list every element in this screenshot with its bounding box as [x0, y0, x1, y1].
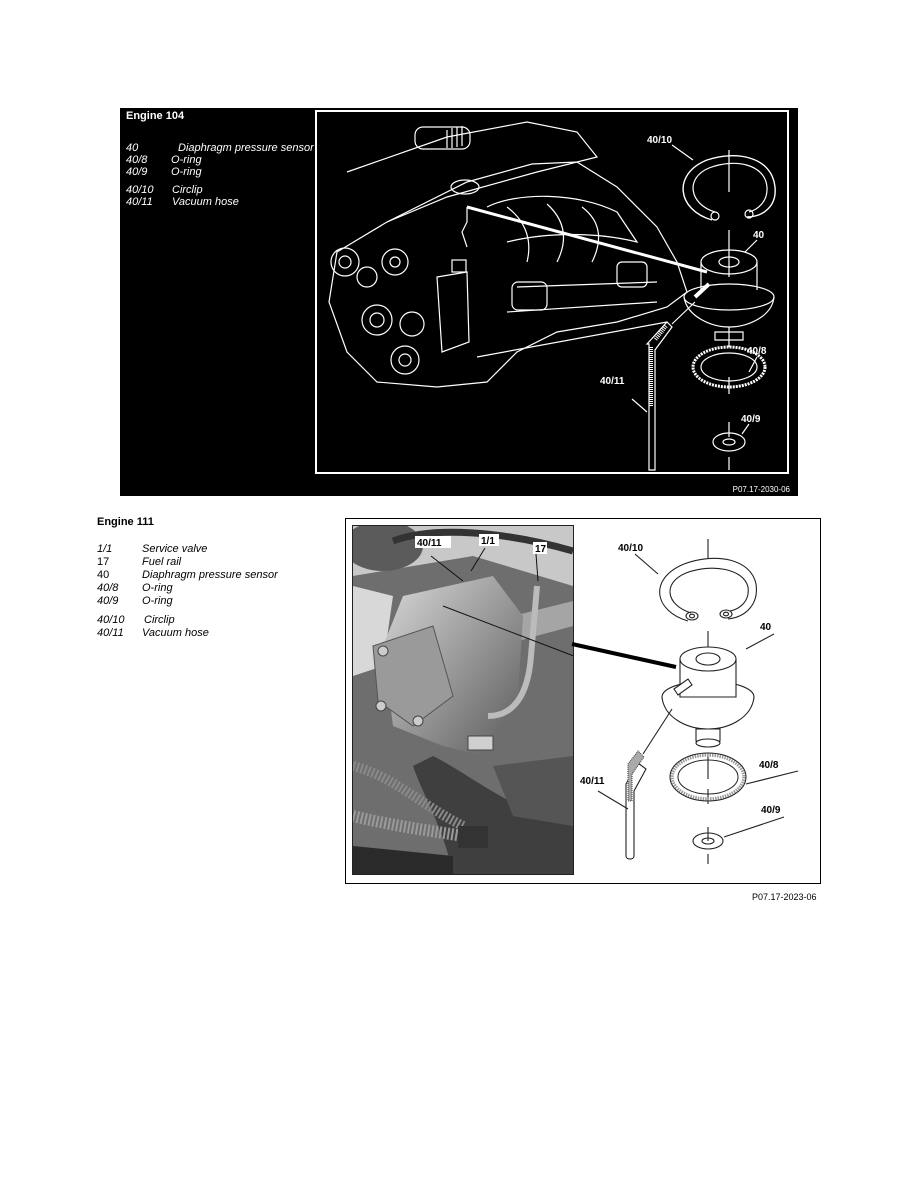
legend-row [97, 582, 278, 595]
legend-code: 40/10 [97, 614, 125, 626]
pointer-line [572, 644, 676, 667]
legend-desc: Fuel rail [142, 556, 182, 568]
callout-40-10: 40/10 [618, 543, 644, 554]
legend-desc: Circlip [144, 614, 175, 626]
legend-code: 40/11 [126, 196, 153, 208]
legend-row [97, 569, 278, 582]
legend-row [126, 154, 314, 166]
legend-row [97, 614, 278, 627]
legend-code: 40 [126, 142, 139, 154]
engine-104-line-drawing [317, 112, 791, 476]
vacuum-hose-icon [647, 302, 695, 470]
legend-code: 40 [97, 569, 110, 581]
photo-callout-40-11: 40/11 [417, 538, 442, 549]
legend-desc: Service valve [142, 543, 208, 555]
legend-row [97, 543, 278, 556]
engine-104-exploded-diagram [315, 110, 789, 474]
callout-40-9: 40/9 [741, 414, 761, 425]
engine-111-figure-frame [345, 518, 821, 884]
legend-row [97, 595, 278, 608]
engine-104-figure-panel [120, 108, 798, 496]
vacuum-hose-icon [626, 709, 672, 859]
legend-code: 40/8 [126, 154, 148, 166]
callout-40-8: 40/8 [747, 346, 767, 357]
callout-40-9: 40/9 [761, 805, 781, 816]
callout-40: 40 [760, 622, 772, 633]
photo-callout-17: 17 [535, 544, 547, 555]
callout-40-8: 40/8 [759, 760, 779, 771]
legend-row [126, 166, 314, 178]
photo-callout-1-1: 1/1 [481, 536, 495, 547]
callout-40: 40 [753, 230, 765, 241]
engine-111-exploded-diagram [346, 519, 822, 885]
pressure-sensor-icon [662, 647, 754, 747]
legend-desc: Diaphragm pressure sensor [178, 142, 314, 154]
engine-104-legend [126, 142, 314, 208]
legend-code: 17 [97, 556, 110, 568]
legend-row [126, 196, 314, 208]
legend-desc: O-ring [142, 595, 173, 607]
engine-104-title: Engine 104 [126, 110, 185, 122]
legend-row [97, 556, 278, 569]
callout-40-11: 40/11 [580, 776, 605, 787]
legend-desc: Circlip [172, 184, 203, 196]
engine-111-figure-id: P07.17-2023-06 [752, 892, 817, 902]
legend-code: 1/1 [97, 543, 113, 555]
legend-desc: Diaphragm pressure sensor [142, 569, 278, 581]
engine-111-title: Engine 111 [97, 516, 154, 528]
legend-row [126, 184, 314, 196]
legend-row [97, 627, 278, 640]
engine-104-figure-id: P07.17-2030-06 [732, 485, 790, 494]
engine-outline-icon [329, 122, 687, 387]
legend-code: 40/9 [126, 166, 148, 178]
callout-40-11: 40/11 [600, 376, 625, 387]
legend-desc: Vacuum hose [142, 627, 209, 639]
legend-row [126, 142, 314, 154]
legend-code: 40/10 [126, 184, 154, 196]
legend-desc: Vacuum hose [172, 196, 239, 208]
circlip-icon [660, 558, 757, 621]
legend-desc: O-ring [142, 582, 173, 594]
legend-code: 40/9 [97, 595, 119, 607]
legend-code: 40/11 [97, 627, 124, 639]
pointer-line [467, 207, 707, 272]
legend-desc: O-ring [171, 166, 202, 178]
legend-code: 40/8 [97, 582, 119, 594]
engine-111-legend [97, 543, 278, 640]
callout-40-10: 40/10 [647, 135, 673, 146]
legend-desc: O-ring [171, 154, 202, 166]
